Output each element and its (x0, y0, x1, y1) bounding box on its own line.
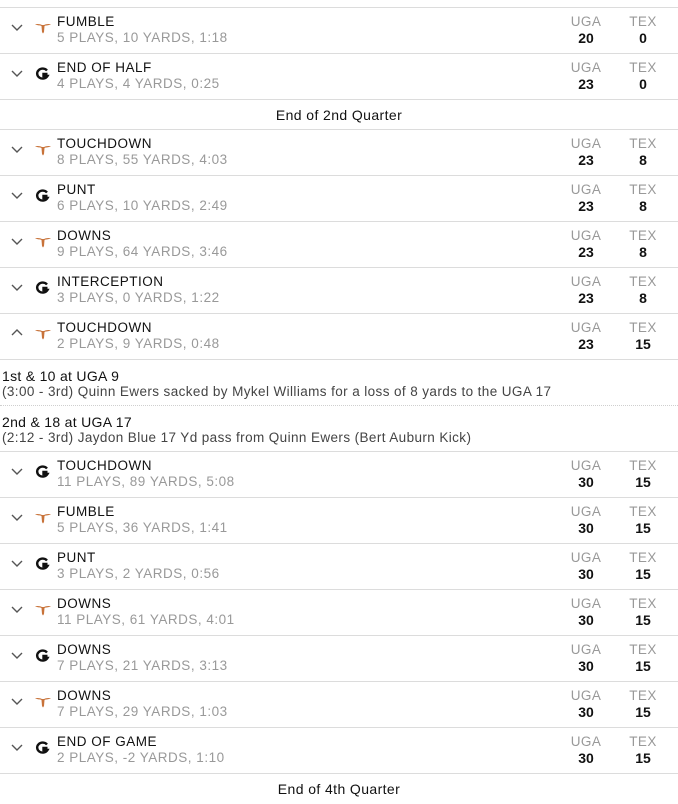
drive-row[interactable] (0, 452, 678, 498)
away-score: 0 (639, 76, 647, 92)
home-score: 23 (578, 198, 594, 214)
away-team-label: TEX (629, 274, 657, 289)
drive-summary: 3 PLAYS, 0 YARDS, 1:22 (57, 290, 220, 305)
drive-result: DOWNS (57, 228, 112, 243)
away-score: 15 (635, 566, 651, 582)
drive-row[interactable] (0, 8, 678, 54)
drive-result: TOUCHDOWN (57, 320, 152, 335)
away-team-label: TEX (629, 136, 657, 151)
away-score: 8 (639, 152, 647, 168)
texas-longhorns-logo-icon (35, 21, 51, 35)
drive-result: END OF HALF (57, 60, 152, 75)
drive-row[interactable] (0, 176, 678, 222)
home-score: 30 (578, 658, 594, 674)
drive-row[interactable] (0, 498, 678, 544)
drive-result: DOWNS (57, 642, 112, 657)
away-team-label: TEX (629, 60, 657, 75)
quarter-divider: End of 2nd Quarter (0, 100, 678, 130)
away-team-label: TEX (629, 320, 657, 335)
chevron-down-icon[interactable] (10, 188, 24, 202)
drive-result: TOUCHDOWN (57, 458, 152, 473)
home-team-label: UGA (570, 596, 602, 611)
drive-summary: 7 PLAYS, 29 YARDS, 1:03 (57, 704, 228, 719)
drive-row[interactable] (0, 590, 678, 636)
home-team-label: UGA (570, 136, 602, 151)
away-team-label: TEX (629, 182, 657, 197)
away-team-label: TEX (629, 504, 657, 519)
play-down-distance: 2nd & 18 at UGA 17 (2, 414, 132, 430)
quarter-divider: End of 4th Quarter (277, 781, 401, 797)
away-score: 15 (635, 520, 651, 536)
drive-row[interactable] (0, 130, 678, 176)
texas-longhorns-logo-icon (35, 143, 51, 157)
away-team-label: TEX (629, 228, 657, 243)
drive-result: FUMBLE (57, 504, 115, 519)
home-score: 30 (578, 612, 594, 628)
chevron-down-icon[interactable] (10, 234, 24, 248)
home-team-label: UGA (570, 642, 602, 657)
away-score: 15 (635, 612, 651, 628)
drive-result: TOUCHDOWN (57, 136, 152, 151)
home-score: 23 (578, 152, 594, 168)
chevron-down-icon[interactable] (10, 556, 24, 570)
drive-result: INTERCEPTION (57, 274, 164, 289)
away-team-label: TEX (629, 642, 657, 657)
away-score: 15 (635, 704, 651, 720)
drive-row[interactable] (0, 682, 678, 728)
home-team-label: UGA (570, 734, 602, 749)
away-score: 15 (635, 336, 651, 352)
drive-row[interactable] (0, 54, 678, 100)
chevron-down-icon[interactable] (10, 602, 24, 616)
drive-summary: 5 PLAYS, 36 YARDS, 1:41 (57, 520, 228, 535)
away-score: 8 (639, 198, 647, 214)
drive-summary: 11 PLAYS, 89 YARDS, 5:08 (57, 474, 235, 489)
away-score: 8 (639, 244, 647, 260)
top-divider (0, 0, 678, 8)
away-team-label: TEX (629, 734, 657, 749)
drive-result: END OF GAME (57, 734, 158, 749)
home-score: 30 (578, 704, 594, 720)
home-team-label: UGA (570, 688, 602, 703)
chevron-down-icon[interactable] (10, 694, 24, 708)
drive-row[interactable] (0, 636, 678, 682)
chevron-down-icon[interactable] (10, 142, 24, 156)
drive-result: PUNT (57, 182, 96, 197)
georgia-g-logo-icon (35, 281, 51, 295)
home-score: 30 (578, 474, 594, 490)
home-score: 30 (578, 520, 594, 536)
chevron-down-icon[interactable] (10, 648, 24, 662)
texas-longhorns-logo-icon (35, 511, 51, 525)
drive-result: DOWNS (57, 688, 112, 703)
play-item (0, 406, 678, 452)
home-team-label: UGA (570, 60, 602, 75)
drive-row[interactable] (0, 268, 678, 314)
drive-result: DOWNS (57, 596, 112, 611)
play-down-distance: 1st & 10 at UGA 9 (2, 368, 120, 384)
away-score: 0 (639, 30, 647, 46)
drive-result: PUNT (57, 550, 96, 565)
play-item (0, 360, 678, 406)
drive-summary: 3 PLAYS, 2 YARDS, 0:56 (57, 566, 220, 581)
georgia-g-logo-icon (35, 189, 51, 203)
texas-longhorns-logo-icon (35, 603, 51, 617)
home-score: 20 (578, 30, 594, 46)
home-score: 23 (578, 336, 594, 352)
chevron-down-icon[interactable] (10, 20, 24, 34)
home-score: 23 (578, 290, 594, 306)
georgia-g-logo-icon (35, 741, 51, 755)
away-team-label: TEX (629, 688, 657, 703)
play-description: (3:00 - 3rd) Quinn Ewers sacked by Mykel Williams for a loss of 8 yards to the UGA 17 (2, 384, 552, 399)
home-score: 30 (578, 566, 594, 582)
home-team-label: UGA (570, 274, 602, 289)
drive-summary: 2 PLAYS, 9 YARDS, 0:48 (57, 336, 220, 351)
drive-row[interactable] (0, 314, 678, 360)
chevron-down-icon[interactable] (10, 510, 24, 524)
home-score: 23 (578, 76, 594, 92)
texas-longhorns-logo-icon (35, 695, 51, 709)
away-score: 8 (639, 290, 647, 306)
chevron-up-icon[interactable] (10, 326, 24, 340)
home-score: 30 (578, 750, 594, 766)
away-score: 15 (635, 750, 651, 766)
drive-row[interactable] (0, 728, 678, 774)
georgia-g-logo-icon (35, 557, 51, 571)
georgia-g-logo-icon (35, 465, 51, 479)
home-team-label: UGA (570, 504, 602, 519)
drive-summary: 2 PLAYS, -2 YARDS, 1:10 (57, 750, 225, 765)
drive-summary: 11 PLAYS, 61 YARDS, 4:01 (57, 612, 235, 627)
chevron-down-icon[interactable] (10, 740, 24, 754)
drive-row[interactable] (0, 222, 678, 268)
away-team-label: TEX (629, 550, 657, 565)
home-team-label: UGA (570, 182, 602, 197)
home-score: 23 (578, 244, 594, 260)
home-team-label: UGA (570, 14, 602, 29)
drive-result: FUMBLE (57, 14, 115, 29)
away-score: 15 (635, 474, 651, 490)
away-team-label: TEX (629, 14, 657, 29)
away-team-label: TEX (629, 458, 657, 473)
chevron-down-icon[interactable] (10, 66, 24, 80)
chevron-down-icon[interactable] (10, 464, 24, 478)
play-description: (2:12 - 3rd) Jaydon Blue 17 Yd pass from Quinn Ewers (Bert Auburn Kick) (2, 430, 472, 445)
georgia-g-logo-icon (35, 67, 51, 81)
home-team-label: UGA (570, 550, 602, 565)
drive-summary: 4 PLAYS, 4 YARDS, 0:25 (57, 76, 220, 91)
away-team-label: TEX (629, 596, 657, 611)
drive-summary: 5 PLAYS, 10 YARDS, 1:18 (57, 30, 228, 45)
texas-longhorns-logo-icon (35, 327, 51, 341)
away-score: 15 (635, 658, 651, 674)
texas-longhorns-logo-icon (35, 235, 51, 249)
chevron-down-icon[interactable] (10, 280, 24, 294)
drive-row[interactable] (0, 544, 678, 590)
drive-summary: 9 PLAYS, 64 YARDS, 3:46 (57, 244, 228, 259)
home-team-label: UGA (570, 320, 602, 335)
drive-summary: 6 PLAYS, 10 YARDS, 2:49 (57, 198, 228, 213)
home-team-label: UGA (570, 458, 602, 473)
home-team-label: UGA (570, 228, 602, 243)
drive-summary: 7 PLAYS, 21 YARDS, 3:13 (57, 658, 228, 673)
georgia-g-logo-icon (35, 649, 51, 663)
drive-summary: 8 PLAYS, 55 YARDS, 4:03 (57, 152, 228, 167)
